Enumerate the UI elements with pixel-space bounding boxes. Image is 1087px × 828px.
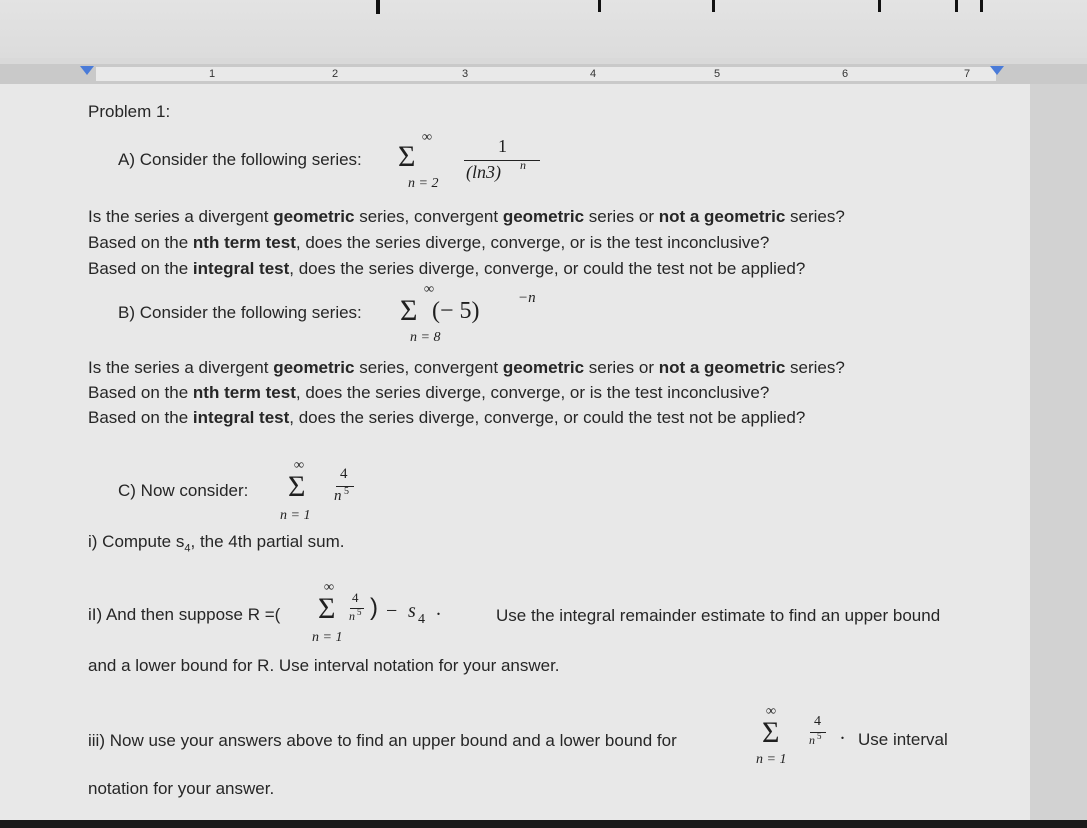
part-c-ii-instruction: Use the integral remainder estimate to find an upper bound (496, 606, 941, 625)
sigma-symbol: Σ (762, 716, 780, 749)
fraction-denominator: n (809, 733, 815, 747)
document-page[interactable] (0, 84, 1030, 820)
sum-lower-limit: n = 1 (280, 508, 311, 523)
ruler-number: 2 (332, 68, 339, 80)
ruler-number: 5 (714, 68, 721, 80)
minus-sign: − (386, 600, 398, 622)
series-term: (− 5) (432, 298, 480, 324)
close-paren: ) (370, 594, 378, 621)
window-chrome (0, 0, 1087, 58)
ruler-number: 7 (964, 68, 971, 80)
fraction-bar (464, 160, 540, 161)
part-c-series (280, 458, 386, 528)
sigma-symbol: Σ (318, 592, 336, 625)
part-c-ii-prefix: iI) And then suppose R =( (88, 605, 281, 624)
chrome-mark (376, 0, 380, 14)
part-a-question-integral: Based on the integral test, does the series diverge, converge, or could the test not be applied? (88, 259, 806, 278)
denominator-exponent: 5 (817, 731, 822, 741)
part-c-intro: C) Now consider: (118, 481, 249, 500)
part-b-question-geometric: Is the series a divergent geometric series, convergent geometric series or not a geometric series? (88, 358, 845, 377)
part-c-i: i) Compute $s_4$, the 4th partial sum. (88, 532, 345, 555)
horizontal-ruler[interactable] (0, 64, 1087, 84)
part-a-question-nth-term: Based on the nth term test, does the series diverge, converge, or is the test inconclusive? (88, 233, 770, 252)
sum-upper-limit: ∞ (294, 458, 304, 473)
sum-upper-limit: ∞ (324, 580, 334, 595)
chrome-mark (955, 0, 958, 12)
right-indent-marker[interactable] (990, 66, 1004, 75)
bottom-edge (0, 820, 1087, 828)
period: . (840, 722, 845, 744)
sum-upper-limit: ∞ (424, 282, 434, 297)
page-margin (1030, 84, 1087, 820)
part-a-question-geometric: Is the series a divergent geometric series, convergent geometric series or not a geometric series? (88, 207, 845, 226)
denominator-exponent: 5 (357, 607, 362, 617)
fraction-numerator: 4 (340, 466, 348, 482)
sigma-symbol: Σ (400, 294, 418, 327)
denominator-exponent: 5 (344, 486, 349, 497)
part-c-ii-expression (312, 580, 492, 650)
problem-title: Problem 1: (88, 102, 171, 121)
part-b-question-integral: Based on the integral test, does the series diverge, converge, or could the test not be applied? (88, 408, 806, 427)
partial-sum-symbol: s (408, 600, 416, 622)
sigma-symbol: Σ (398, 140, 416, 173)
chrome-mark (980, 0, 983, 12)
fraction-numerator: 4 (814, 714, 821, 729)
sum-upper-limit: ∞ (766, 704, 776, 719)
part-c-iii-instruction: Use interval (858, 730, 948, 749)
chrome-mark (878, 0, 881, 12)
sigma-symbol: Σ (288, 470, 306, 503)
period: . (436, 598, 441, 620)
part-a-series (398, 130, 526, 200)
sum-upper-limit: ∞ (422, 130, 432, 145)
left-indent-marker[interactable] (80, 66, 94, 75)
ruler-number: 1 (209, 68, 216, 80)
chrome-mark (712, 0, 715, 12)
part-b-question-nth-term: Based on the nth term test, does the series diverge, converge, or is the test inconclusive? (88, 383, 770, 402)
partial-sum-subscript: 4 (418, 612, 425, 627)
fraction-numerator: 4 (352, 590, 359, 605)
fraction-denominator: n (334, 488, 342, 504)
ruler-number: 3 (462, 68, 469, 80)
sum-lower-limit: n = 1 (756, 752, 787, 767)
sum-lower-limit: n = 2 (408, 176, 439, 191)
ruler-body (96, 67, 996, 81)
fraction-denominator: (ln3) (466, 162, 501, 182)
part-c-iii-series (756, 704, 856, 774)
part-c-iii-continued: notation for your answer. (88, 779, 275, 798)
part-c-iii: iii) Now use your answers above to find an upper bound and a lower bound for (88, 731, 677, 750)
denominator-exponent: n (520, 158, 526, 172)
ruler-number: 6 (842, 68, 849, 80)
part-b-series (400, 282, 550, 348)
fraction-denominator: n (349, 609, 355, 623)
part-b-intro: B) Consider the following series: (118, 303, 362, 322)
ruler-number: 4 (590, 68, 597, 80)
chrome-mark (598, 0, 601, 12)
term-exponent: −n (518, 290, 536, 306)
sum-lower-limit: n = 8 (410, 330, 441, 345)
sum-lower-limit: n = 1 (312, 630, 343, 645)
part-a-intro: A) Consider the following series: (118, 150, 362, 169)
fraction-numerator: 1 (498, 136, 507, 156)
part-c-ii-continued: and a lower bound for R. Use interval notation for your answer. (88, 656, 560, 675)
